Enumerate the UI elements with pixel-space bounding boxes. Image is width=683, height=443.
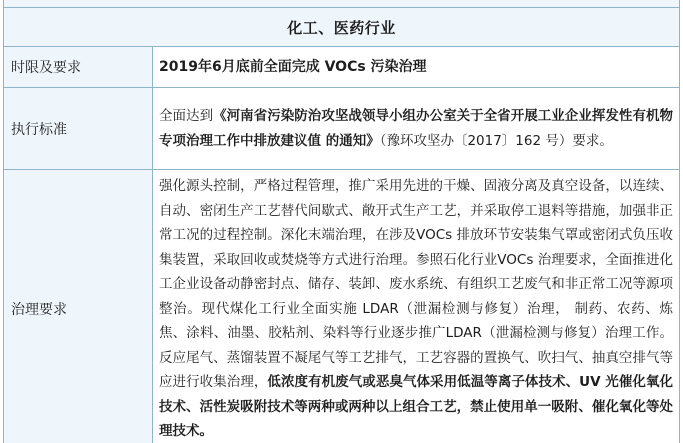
table-row-deadline bbox=[4, 47, 680, 88]
standard-document-title: 《河南省污染防治攻坚战领导小组办公室关于全省开展工业企业挥发性有机物专项治理工作中排放建议值 的通知》 bbox=[159, 108, 674, 149]
row-content-standard bbox=[153, 88, 680, 170]
row-label-deadline: 时限及要求 bbox=[4, 47, 153, 88]
table-row-governance bbox=[4, 170, 680, 443]
section-title: 化工、医药行业 bbox=[4, 8, 680, 47]
row-label-standard: 执行标准 bbox=[4, 88, 153, 170]
row-content-deadline: 2019年6月底前全面完成 VOCs 污染治理 bbox=[153, 47, 680, 88]
governance-normal-text: 强化源头控制，严格过程管理，推广采用先进的干燥、固液分离及真空设备，以连续、自动、密闭生产工艺替代间歇式、敞开式生产工艺，并采取停工退料等措施，加强非正常工况的过程控制。深化末端治理，在涉及VOCs 排放环节安装集气罩或密闭式负压收集装置，采取回收或焚烧等方式进行治理。参照石化行业VOCs 治理要求，全面推进化工企业设备动静密封点、储存、装卸、废水系统、有组织工艺废气和非正常工况等源项整治。现代煤化工行业全面实施 LDAR（泄漏检测与修复）治理， 制药、农药、炼焦、涂料、油墨、胶粘剂、染料等行业逐步推广LDAR（泄漏检测与修复）治理工作。反应尾气、蒸馏装置不凝尾气等工艺排气，工艺容器的置换气、吹扫气、抽真空排气等应进行收集治理， bbox=[159, 178, 673, 390]
table-section-title-row bbox=[4, 8, 680, 47]
governance-bold-text: 低浓度有机废气或恶臭气体采用低温等离子体技术、UV 光催化氧化技术、活性炭吸附技术等两种或两种以上组合工艺，禁止使用单一吸附、催化氧化等处理技术。 bbox=[159, 374, 674, 439]
row-label-governance: 治理要求 bbox=[4, 170, 153, 443]
standard-doc-number: （豫环攻坚办〔2017〕162 号）要求。 bbox=[379, 132, 613, 149]
industry-requirements-table bbox=[3, 0, 680, 443]
standard-prefix-text: 全面达到 bbox=[159, 108, 214, 124]
table-top-edge-row bbox=[4, 0, 680, 8]
table-row-standard bbox=[4, 88, 680, 170]
row-content-governance bbox=[153, 170, 680, 443]
